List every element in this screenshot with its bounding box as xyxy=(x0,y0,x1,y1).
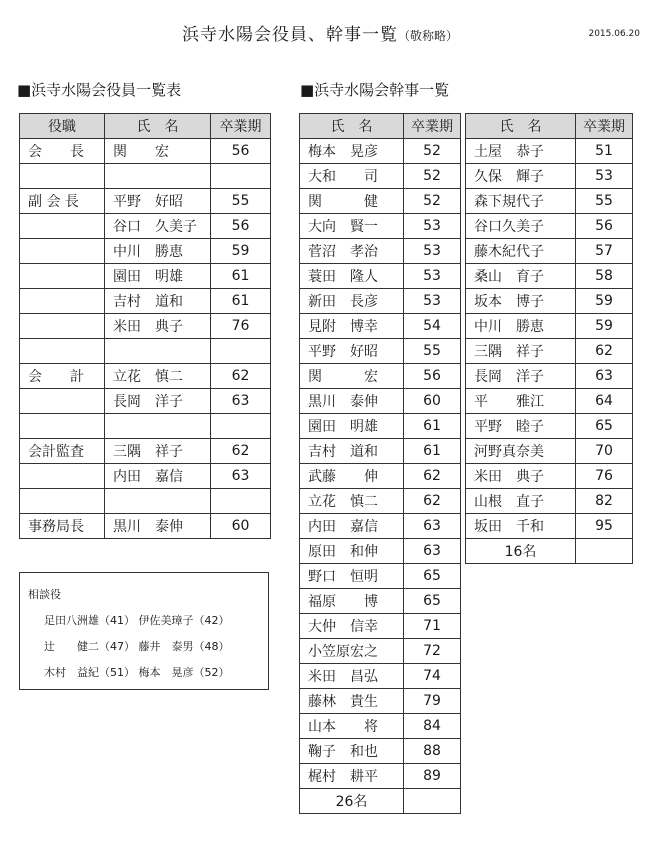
position-cell: 会計監査 xyxy=(20,439,105,464)
class-year-cell: 62 xyxy=(576,339,633,364)
name-cell: 藤木紀代子 xyxy=(466,239,576,264)
table-row xyxy=(300,764,461,789)
table-row xyxy=(300,339,461,364)
class-year-cell: 53 xyxy=(576,164,633,189)
table-row xyxy=(20,214,271,239)
table-row xyxy=(466,464,633,489)
class-year-cell: 65 xyxy=(404,564,461,589)
title-subtitle: （敬称略） xyxy=(397,29,458,43)
name-cell: 森下規代子 xyxy=(466,189,576,214)
name-cell: 福原 博 xyxy=(300,589,404,614)
secretaries-table-1 xyxy=(299,113,461,814)
table-header-row xyxy=(300,114,461,139)
table-row xyxy=(300,739,461,764)
table-row xyxy=(20,364,271,389)
name-cell: 見附 博幸 xyxy=(300,314,404,339)
class-year-cell: 61 xyxy=(211,264,271,289)
class-year-cell: 51 xyxy=(576,139,633,164)
name-cell: 谷口 久美子 xyxy=(105,214,211,239)
class-year-cell xyxy=(211,414,271,439)
name-cell: 原田 和伸 xyxy=(300,539,404,564)
class-year-cell: 59 xyxy=(576,314,633,339)
position-cell: 会 長 xyxy=(20,139,105,164)
table-row xyxy=(466,289,633,314)
name-cell: 中川 勝恵 xyxy=(466,314,576,339)
class-year-cell: 70 xyxy=(576,439,633,464)
class-year-cell: 61 xyxy=(211,289,271,314)
table-row xyxy=(466,264,633,289)
table-row xyxy=(300,614,461,639)
name-cell: 三隅 祥子 xyxy=(466,339,576,364)
name-cell: 内田 嘉信 xyxy=(300,514,404,539)
class-year-cell: 72 xyxy=(404,639,461,664)
name-cell: 関 宏 xyxy=(105,139,211,164)
table-row xyxy=(20,514,271,539)
officers-table xyxy=(19,113,271,539)
position-cell xyxy=(20,164,105,189)
column-header-class: 卒業期 xyxy=(404,114,461,139)
advisors-box xyxy=(19,572,269,690)
class-year-cell: 88 xyxy=(404,739,461,764)
class-year-cell: 65 xyxy=(576,414,633,439)
column-header-class: 卒業期 xyxy=(211,114,271,139)
class-year-cell: 59 xyxy=(211,239,271,264)
table-row xyxy=(20,139,271,164)
class-year-cell: 56 xyxy=(211,139,271,164)
name-cell: 山本 将 xyxy=(300,714,404,739)
name-cell: 長岡 洋子 xyxy=(105,389,211,414)
name-cell: 平野 好昭 xyxy=(300,339,404,364)
table-row xyxy=(300,264,461,289)
empty-cell xyxy=(576,539,633,564)
name-cell: 平 雅江 xyxy=(466,389,576,414)
table-row xyxy=(466,239,633,264)
name-cell: 関 健 xyxy=(300,189,404,214)
table-row xyxy=(20,189,271,214)
name-cell: 土屋 恭子 xyxy=(466,139,576,164)
class-year-cell: 58 xyxy=(576,264,633,289)
name-cell: 園田 明雄 xyxy=(300,414,404,439)
table-row xyxy=(466,389,633,414)
name-cell: 黒川 泰伸 xyxy=(105,514,211,539)
table-row xyxy=(20,464,271,489)
name-cell: 桑山 育子 xyxy=(466,264,576,289)
name-cell: 久保 輝子 xyxy=(466,164,576,189)
table-row xyxy=(466,439,633,464)
class-year-cell: 63 xyxy=(211,464,271,489)
table-row xyxy=(466,364,633,389)
class-year-cell: 76 xyxy=(211,314,271,339)
name-cell: 菅沼 孝治 xyxy=(300,239,404,264)
class-year-cell: 76 xyxy=(576,464,633,489)
column-header-position: 役職 xyxy=(20,114,105,139)
class-year-cell: 84 xyxy=(404,714,461,739)
table-row xyxy=(466,164,633,189)
class-year-cell: 61 xyxy=(404,439,461,464)
class-year-cell: 53 xyxy=(404,264,461,289)
table-row xyxy=(300,439,461,464)
name-cell: 梅本 晃彦 xyxy=(300,139,404,164)
class-year-cell: 65 xyxy=(404,589,461,614)
class-year-cell: 54 xyxy=(404,314,461,339)
name-cell: 大向 賢一 xyxy=(300,214,404,239)
position-cell xyxy=(20,464,105,489)
class-year-cell: 63 xyxy=(404,514,461,539)
class-year-cell: 60 xyxy=(211,514,271,539)
class-year-cell: 53 xyxy=(404,239,461,264)
position-cell xyxy=(20,389,105,414)
class-year-cell xyxy=(211,489,271,514)
class-year-cell: 52 xyxy=(404,189,461,214)
table-row xyxy=(466,189,633,214)
column-header-class: 卒業期 xyxy=(576,114,633,139)
class-year-cell: 64 xyxy=(576,389,633,414)
name-cell: 関 宏 xyxy=(300,364,404,389)
class-year-cell: 63 xyxy=(576,364,633,389)
total-row xyxy=(300,789,461,814)
name-cell: 米田 昌弘 xyxy=(300,664,404,689)
title-text: 浜寺水陽会役員、幹事一覧 xyxy=(181,25,398,45)
class-year-cell: 62 xyxy=(404,464,461,489)
name-cell: 大和 司 xyxy=(300,164,404,189)
table-row xyxy=(466,339,633,364)
table-row xyxy=(20,339,271,364)
name-cell xyxy=(105,339,211,364)
position-cell xyxy=(20,339,105,364)
position-cell xyxy=(20,289,105,314)
class-year-cell: 95 xyxy=(576,514,633,539)
total-count-cell: 16名 xyxy=(466,539,576,564)
position-cell xyxy=(20,214,105,239)
name-cell: 谷口久美子 xyxy=(466,214,576,239)
table-row xyxy=(300,389,461,414)
class-year-cell: 53 xyxy=(404,214,461,239)
class-year-cell: 52 xyxy=(404,139,461,164)
table-row xyxy=(20,164,271,189)
advisors-row: 辻 健二（47） 藤井 泰男（48） xyxy=(44,640,230,653)
table-row xyxy=(300,364,461,389)
name-cell: 黒川 泰伸 xyxy=(300,389,404,414)
name-cell: 鞠子 和也 xyxy=(300,739,404,764)
position-cell xyxy=(20,314,105,339)
table-row xyxy=(300,514,461,539)
name-cell xyxy=(105,414,211,439)
name-cell: 吉村 道和 xyxy=(300,439,404,464)
class-year-cell: 55 xyxy=(576,189,633,214)
class-year-cell: 57 xyxy=(576,239,633,264)
table-row xyxy=(466,514,633,539)
class-year-cell: 62 xyxy=(404,489,461,514)
class-year-cell: 62 xyxy=(211,364,271,389)
total-row xyxy=(466,539,633,564)
class-year-cell: 63 xyxy=(211,389,271,414)
name-cell xyxy=(105,164,211,189)
table-row xyxy=(466,414,633,439)
table-row xyxy=(20,314,271,339)
name-cell: 坂田 千和 xyxy=(466,514,576,539)
class-year-cell: 59 xyxy=(576,289,633,314)
name-cell: 山根 直子 xyxy=(466,489,576,514)
name-cell: 立花 慎二 xyxy=(105,364,211,389)
table-row xyxy=(466,489,633,514)
name-cell: 野口 恒明 xyxy=(300,564,404,589)
table-row xyxy=(300,589,461,614)
name-cell: 小笠原宏之 xyxy=(300,639,404,664)
class-year-cell: 52 xyxy=(404,164,461,189)
table-row xyxy=(300,689,461,714)
table-row xyxy=(466,314,633,339)
class-year-cell: 82 xyxy=(576,489,633,514)
name-cell: 藤林 貴生 xyxy=(300,689,404,714)
table-row xyxy=(300,564,461,589)
table-row xyxy=(300,714,461,739)
table-row xyxy=(300,289,461,314)
table-row xyxy=(300,664,461,689)
class-year-cell: 74 xyxy=(404,664,461,689)
table-row xyxy=(300,539,461,564)
position-cell: 副 会 長 xyxy=(20,189,105,214)
table-row xyxy=(20,414,271,439)
table-row xyxy=(300,139,461,164)
table-row xyxy=(300,639,461,664)
officers-section-title: ■浜寺水陽会役員一覧表 xyxy=(17,81,182,99)
table-row xyxy=(300,214,461,239)
name-cell: 河野真奈美 xyxy=(466,439,576,464)
table-row xyxy=(20,264,271,289)
table-row xyxy=(466,214,633,239)
position-cell xyxy=(20,264,105,289)
advisors-row: 足田八洲雄（41） 伊佐美璋子（42） xyxy=(44,614,230,627)
name-cell: 長岡 洋子 xyxy=(466,364,576,389)
class-year-cell: 56 xyxy=(211,214,271,239)
table-row xyxy=(300,239,461,264)
class-year-cell: 61 xyxy=(404,414,461,439)
name-cell: 坂本 博子 xyxy=(466,289,576,314)
position-cell: 会 計 xyxy=(20,364,105,389)
document-date: 2015.06.20 xyxy=(588,29,640,39)
column-header-name: 氏 名 xyxy=(300,114,404,139)
class-year-cell: 55 xyxy=(404,339,461,364)
class-year-cell: 56 xyxy=(404,364,461,389)
name-cell: 内田 嘉信 xyxy=(105,464,211,489)
name-cell: 武藤 伸 xyxy=(300,464,404,489)
class-year-cell: 60 xyxy=(404,389,461,414)
class-year-cell: 56 xyxy=(576,214,633,239)
secretaries-section-title: ■浜寺水陽会幹事一覧 xyxy=(300,81,450,99)
class-year-cell xyxy=(211,339,271,364)
name-cell: 吉村 道和 xyxy=(105,289,211,314)
page-title xyxy=(0,20,640,45)
position-cell xyxy=(20,239,105,264)
name-cell: 蓑田 隆人 xyxy=(300,264,404,289)
name-cell: 梶村 耕平 xyxy=(300,764,404,789)
name-cell: 大仲 信幸 xyxy=(300,614,404,639)
name-cell: 平野 好昭 xyxy=(105,189,211,214)
table-row xyxy=(300,414,461,439)
position-cell xyxy=(20,489,105,514)
table-row xyxy=(300,189,461,214)
table-row xyxy=(20,489,271,514)
class-year-cell: 63 xyxy=(404,539,461,564)
empty-cell xyxy=(404,789,461,814)
table-header-row xyxy=(20,114,271,139)
class-year-cell xyxy=(211,164,271,189)
advisors-heading: 相談役 xyxy=(28,588,61,601)
table-row xyxy=(20,289,271,314)
name-cell: 新田 長彦 xyxy=(300,289,404,314)
class-year-cell: 55 xyxy=(211,189,271,214)
class-year-cell: 71 xyxy=(404,614,461,639)
class-year-cell: 89 xyxy=(404,764,461,789)
name-cell: 中川 勝恵 xyxy=(105,239,211,264)
class-year-cell: 79 xyxy=(404,689,461,714)
table-row xyxy=(466,139,633,164)
name-cell xyxy=(105,489,211,514)
class-year-cell: 62 xyxy=(211,439,271,464)
column-header-name: 氏 名 xyxy=(105,114,211,139)
table-row xyxy=(20,239,271,264)
table-row xyxy=(300,489,461,514)
class-year-cell: 53 xyxy=(404,289,461,314)
name-cell: 米田 典子 xyxy=(466,464,576,489)
column-header-name: 氏 名 xyxy=(466,114,576,139)
name-cell: 園田 明雄 xyxy=(105,264,211,289)
table-row xyxy=(300,164,461,189)
table-row xyxy=(20,389,271,414)
table-row xyxy=(300,464,461,489)
table-header-row xyxy=(466,114,633,139)
position-cell: 事務局長 xyxy=(20,514,105,539)
name-cell: 平野 睦子 xyxy=(466,414,576,439)
name-cell: 三隅 祥子 xyxy=(105,439,211,464)
table-row xyxy=(20,439,271,464)
position-cell xyxy=(20,414,105,439)
total-count-cell: 26名 xyxy=(300,789,404,814)
table-row xyxy=(300,314,461,339)
name-cell: 米田 典子 xyxy=(105,314,211,339)
name-cell: 立花 慎二 xyxy=(300,489,404,514)
advisors-row: 木村 益紀（51） 梅本 晃彦（52） xyxy=(44,666,230,679)
secretaries-table-2 xyxy=(465,113,633,564)
